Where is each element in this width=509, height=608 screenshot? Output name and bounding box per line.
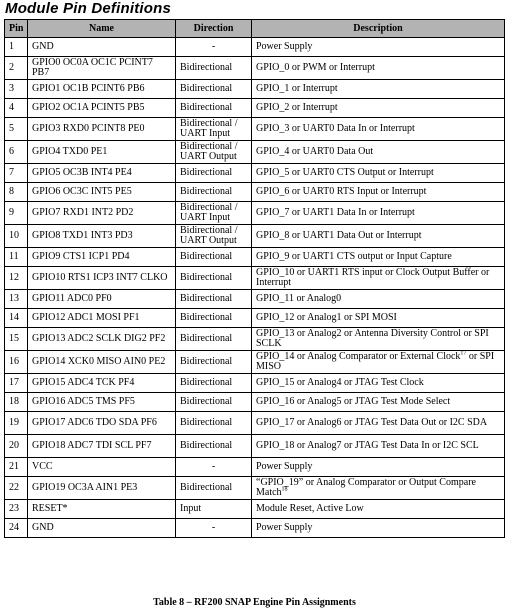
cell-pin: 4 xyxy=(5,99,28,118)
table-row xyxy=(5,164,505,183)
table-row xyxy=(5,267,505,290)
cell-description: Module Reset, Active Low xyxy=(252,500,505,519)
cell-description: GPIO_12 or Analog1 or SPI MOSI xyxy=(252,309,505,328)
cell-description: GPIO_5 or UART0 CTS Output or Interrupt xyxy=(252,164,505,183)
cell-pin: 12 xyxy=(5,267,28,290)
cell-name: GPIO15 ADC4 TCK PF4 xyxy=(28,374,176,393)
cell-description: GPIO_2 or Interrupt xyxy=(252,99,505,118)
cell-pin: 20 xyxy=(5,435,28,458)
description-text: GPIO_14 or Analog Comparator or External Clock xyxy=(256,351,461,362)
cell-name: GPIO16 ADC5 TMS PF5 xyxy=(28,393,176,412)
cell-direction: - xyxy=(176,38,252,57)
cell-name: GPIO6 OC3C INT5 PE5 xyxy=(28,183,176,202)
cell-name: GPIO17 ADC6 TDO SDA PF6 xyxy=(28,412,176,435)
table-caption: Table 8 – RF200 SNAP Engine Pin Assignments xyxy=(153,597,356,608)
cell-direction: Bidirectional xyxy=(176,477,252,500)
table-body xyxy=(5,38,505,538)
cell-direction: Bidirectional xyxy=(176,435,252,458)
table-row xyxy=(5,225,505,248)
cell-pin: 5 xyxy=(5,118,28,141)
cell-name: GPIO12 ADC1 MOSI PF1 xyxy=(28,309,176,328)
header-pin: Pin xyxy=(5,20,28,38)
cell-description: GPIO_1 or Interrupt xyxy=(252,80,505,99)
table-row xyxy=(5,99,505,118)
cell-pin: 15 xyxy=(5,328,28,351)
cell-direction: - xyxy=(176,458,252,477)
table-row xyxy=(5,351,505,374)
cell-pin: 17 xyxy=(5,374,28,393)
header-direction: Direction xyxy=(176,20,252,38)
table-row xyxy=(5,519,505,538)
cell-description xyxy=(252,477,505,500)
pin-definitions-table xyxy=(4,19,505,538)
cell-name: GPIO5 OC3B INT4 PE4 xyxy=(28,164,176,183)
footnote-marker: 18 xyxy=(281,486,288,493)
cell-name: GPIO10 RTS1 ICP3 INT7 CLKO xyxy=(28,267,176,290)
table-row xyxy=(5,202,505,225)
cell-pin: 19 xyxy=(5,412,28,435)
cell-pin: 6 xyxy=(5,141,28,164)
cell-name: GPIO2 OC1A PCINT5 PB5 xyxy=(28,99,176,118)
cell-direction: - xyxy=(176,519,252,538)
cell-pin: 23 xyxy=(5,500,28,519)
cell-description: Power Supply xyxy=(252,519,505,538)
cell-pin: 16 xyxy=(5,351,28,374)
footnote-marker: 17 xyxy=(460,350,467,357)
cell-direction: Input xyxy=(176,500,252,519)
cell-pin: 2 xyxy=(5,57,28,80)
cell-direction: Bidirectional / UART Output xyxy=(176,225,252,248)
table-row xyxy=(5,38,505,57)
cell-direction: Bidirectional xyxy=(176,412,252,435)
table-row xyxy=(5,500,505,519)
table-row xyxy=(5,118,505,141)
cell-description: GPIO_8 or UART1 Data Out or Interrupt xyxy=(252,225,505,248)
cell-name: VCC xyxy=(28,458,176,477)
cell-description: GPIO_18 or Analog7 or JTAG Test Data In or I2C SCL xyxy=(252,435,505,458)
table-row xyxy=(5,248,505,267)
cell-direction: Bidirectional xyxy=(176,80,252,99)
cell-name: GPIO18 ADC7 TDI SCL PF7 xyxy=(28,435,176,458)
cell-description: Power Supply xyxy=(252,458,505,477)
cell-direction: Bidirectional xyxy=(176,183,252,202)
cell-pin: 21 xyxy=(5,458,28,477)
cell-name: GND xyxy=(28,38,176,57)
cell-name: GPIO0 OC0A OC1C PCINT7 PB7 xyxy=(28,57,176,80)
cell-pin: 22 xyxy=(5,477,28,500)
header-name: Name xyxy=(28,20,176,38)
cell-description: GPIO_4 or UART0 Data Out xyxy=(252,141,505,164)
table-row xyxy=(5,57,505,80)
cell-pin: 14 xyxy=(5,309,28,328)
table-row xyxy=(5,374,505,393)
cell-description: GPIO_0 or PWM or Interrupt xyxy=(252,57,505,80)
cell-description: GPIO_3 or UART0 Data In or Interrupt xyxy=(252,118,505,141)
header-description: Description xyxy=(252,20,505,38)
description-text: “GPIO_19” or Analog Comparator or Output Compare Match xyxy=(256,477,476,498)
cell-name: GPIO19 OC3A AIN1 PE3 xyxy=(28,477,176,500)
cell-direction: Bidirectional xyxy=(176,267,252,290)
cell-name: GPIO7 RXD1 INT2 PD2 xyxy=(28,202,176,225)
cell-direction: Bidirectional xyxy=(176,164,252,183)
cell-description: GPIO_6 or UART0 RTS Input or Interrupt xyxy=(252,183,505,202)
cell-direction: Bidirectional xyxy=(176,351,252,374)
table-row xyxy=(5,328,505,351)
cell-direction: Bidirectional / UART Input xyxy=(176,202,252,225)
cell-pin: 7 xyxy=(5,164,28,183)
cell-name: GPIO9 CTS1 ICP1 PD4 xyxy=(28,248,176,267)
table-row xyxy=(5,393,505,412)
cell-pin: 1 xyxy=(5,38,28,57)
table-row xyxy=(5,141,505,164)
cell-description: Power Supply xyxy=(252,38,505,57)
cell-description: GPIO_7 or UART1 Data In or Interrupt xyxy=(252,202,505,225)
cell-description: GPIO_13 or Analog2 or Antenna Diversity Control or SPI SCLK xyxy=(252,328,505,351)
cell-description: GPIO_11 or Analog0 xyxy=(252,290,505,309)
cell-direction: Bidirectional xyxy=(176,248,252,267)
cell-pin: 9 xyxy=(5,202,28,225)
cell-pin: 18 xyxy=(5,393,28,412)
cell-description xyxy=(252,351,505,374)
table-row xyxy=(5,435,505,458)
cell-direction: Bidirectional xyxy=(176,374,252,393)
cell-name: GPIO8 TXD1 INT3 PD3 xyxy=(28,225,176,248)
cell-direction: Bidirectional xyxy=(176,290,252,309)
cell-pin: 13 xyxy=(5,290,28,309)
cell-name: GPIO11 ADC0 PF0 xyxy=(28,290,176,309)
cell-name: GPIO3 RXD0 PCINT8 PE0 xyxy=(28,118,176,141)
table-row xyxy=(5,80,505,99)
cell-pin: 8 xyxy=(5,183,28,202)
cell-name: GPIO13 ADC2 SCLK DIG2 PF2 xyxy=(28,328,176,351)
cell-description: GPIO_10 or UART1 RTS input or Clock Output Buffer or Interrupt xyxy=(252,267,505,290)
cell-direction: Bidirectional xyxy=(176,57,252,80)
cell-description: GPIO_17 or Analog6 or JTAG Test Data Out or I2C SDA xyxy=(252,412,505,435)
table-row xyxy=(5,290,505,309)
cell-description: GPIO_9 or UART1 CTS output or Input Capture xyxy=(252,248,505,267)
cell-direction: Bidirectional xyxy=(176,393,252,412)
cell-name: GPIO1 OC1B PCINT6 PB6 xyxy=(28,80,176,99)
cell-description: GPIO_15 or Analog4 or JTAG Test Clock xyxy=(252,374,505,393)
table-row xyxy=(5,412,505,435)
cell-pin: 11 xyxy=(5,248,28,267)
cell-direction: Bidirectional xyxy=(176,99,252,118)
cell-direction: Bidirectional / UART Output xyxy=(176,141,252,164)
table-row xyxy=(5,309,505,328)
cell-name: GPIO4 TXD0 PE1 xyxy=(28,141,176,164)
table-row xyxy=(5,477,505,500)
cell-pin: 24 xyxy=(5,519,28,538)
cell-description: GPIO_16 or Analog5 or JTAG Test Mode Select xyxy=(252,393,505,412)
cell-name: GND xyxy=(28,519,176,538)
description-text-continued: or SPI MISO xyxy=(256,351,495,372)
cell-pin: 3 xyxy=(5,80,28,99)
cell-direction: Bidirectional xyxy=(176,328,252,351)
cell-direction: Bidirectional / UART Input xyxy=(176,118,252,141)
cell-pin: 10 xyxy=(5,225,28,248)
cell-name: RESET* xyxy=(28,500,176,519)
table-row xyxy=(5,183,505,202)
table-header-row xyxy=(5,20,505,38)
table-row xyxy=(5,458,505,477)
cell-name: GPIO14 XCK0 MISO AIN0 PE2 xyxy=(28,351,176,374)
section-heading: Module Pin Definitions xyxy=(5,0,172,17)
cell-direction: Bidirectional xyxy=(176,309,252,328)
